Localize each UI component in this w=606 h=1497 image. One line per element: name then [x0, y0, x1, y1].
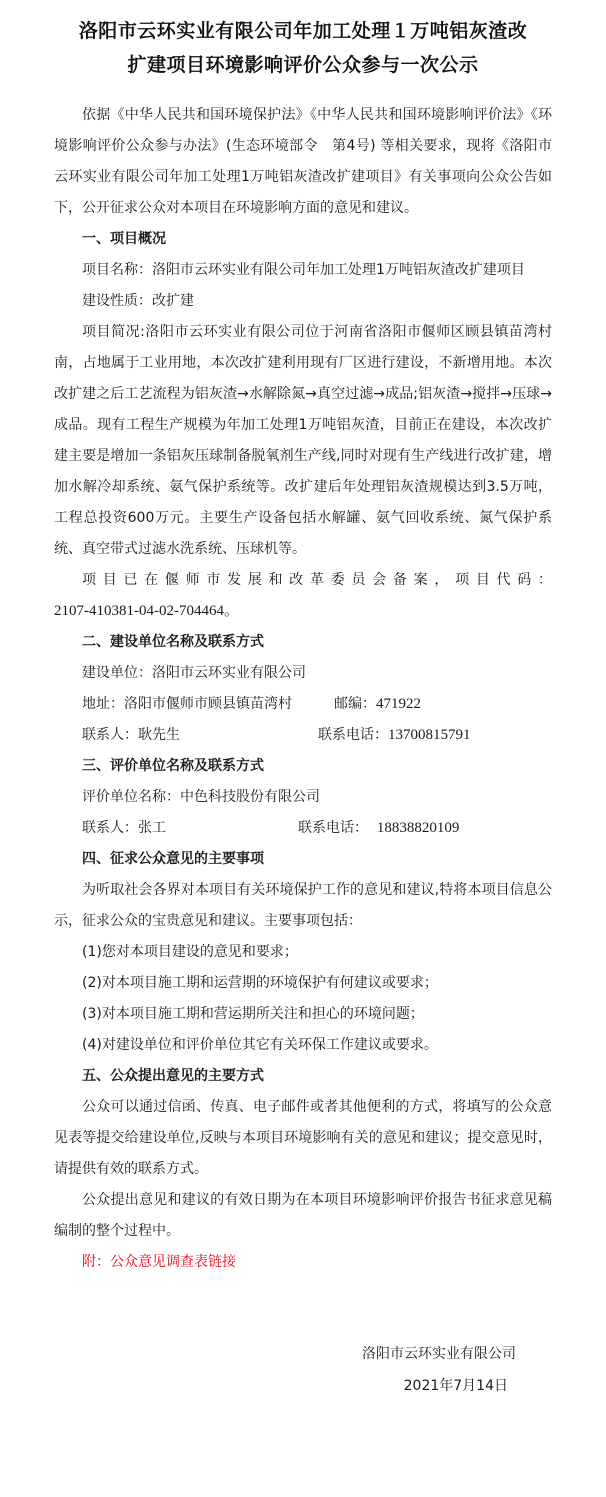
intro-paragraph: 依据《中华人民共和国环境保护法》《中华人民共和国环境影响评价法》《环境影响评价公众参与办法》(生态环境部令 第4号) 等相关要求，现将《洛阳市云环实业有限公司年加工处理1万吨铝灰渣改扩建项目》有关事项向公众公告如下，公开征求公众对本项目在环境影响方面的意见和建议。 — [54, 107, 552, 216]
evaluator-contact-row — [54, 813, 552, 844]
title-line-2: 扩建项目环境影响评价公众参与一次公示 — [127, 54, 479, 76]
section-2-heading: 二、建设单位名称及联系方式 — [82, 634, 264, 650]
evaluator-contact: 联系人：张工 — [82, 820, 166, 836]
project-summary: 项目简况:洛阳市云环实业有限公司位于河南省洛阳市偃师区顾县镇苗湾村南，占地属于工业用地，本次改扩建利用现有厂区进行建设，不新增用地。本次改扩建之后工艺流程为铝灰渣→水解除氮→真空过滤→成品;铝灰渣→搅拌→压球→成品。现有工程生产规模为年加工处理1万吨铝灰渣，目前正在建设，本次改扩建主要是增加一条铝灰压球制备脱氧剂生产线,同时对现有生产线进行改扩建，增加水解冷却系统、氨气保护系统等。改扩建后年处理铝灰渣规模达到3.5万吨，工程总投资600万元。主要生产设备包括水解罐、氨气回收系统、氮气保护系统、真空带式过滤水洗系统、压球机等。 — [54, 324, 552, 557]
notice-body — [54, 100, 552, 1278]
list-item: (2)对本项目施工期和运营期的环境保护有何建议或要求； — [82, 975, 438, 991]
signature-date: 2021年7月14日 — [403, 1378, 508, 1394]
builder-unit: 建设单位：洛阳市云环实业有限公司 — [82, 665, 306, 681]
builder-phone-group — [318, 720, 471, 751]
builder-phone-value: 13700815791 — [388, 727, 471, 743]
section-3-heading: 三、评价单位名称及联系方式 — [82, 758, 264, 774]
project-nature: 建设性质：改扩建 — [82, 293, 194, 309]
project-record-code: 2107-410381-04-02-704464。 — [54, 603, 239, 619]
evaluator-phone-group — [298, 813, 459, 844]
section-1-heading: 一、项目概况 — [82, 231, 166, 247]
signature-block — [362, 1338, 516, 1402]
evaluator-phone-value: 18838820109 — [376, 820, 460, 836]
postcode-label: 邮编： — [334, 696, 376, 712]
postcode-value: 471922 — [376, 696, 421, 712]
list-item: (4)对建设单位和评价单位其它有关环保工作建议或要求。 — [82, 1037, 438, 1053]
section-5-para-2: 公众提出意见和建议的有效日期为在本项目环境影响评价报告书征求意见稿编制的整个过程中。 — [54, 1192, 552, 1239]
project-record-text: 项目已在偃师市发展和改革委员会备案，项目代码： — [82, 572, 552, 588]
builder-contact: 联系人：耿先生 — [82, 727, 180, 743]
list-item: (3)对本项目施工期和营运期所关注和担心的环境问题； — [82, 1006, 424, 1022]
builder-address-row — [54, 689, 552, 720]
survey-form-link[interactable]: 附：公众意见调查表链接 — [82, 1254, 236, 1270]
page-title — [54, 14, 552, 82]
builder-address: 地址：洛阳市偃师市顾县镇苗湾村 — [82, 696, 292, 712]
section-4-intro: 为听取社会各界对本项目有关环境保护工作的意见和建议,特将本项目信息公示，征求公众的宝贵意见和建议。主要事项包括： — [54, 882, 552, 929]
section-4-heading: 四、征求公众意见的主要事项 — [82, 851, 264, 867]
evaluator-unit: 评价单位名称：中色科技股份有限公司 — [82, 789, 320, 805]
title-line-1: 洛阳市云环实业有限公司年加工处理１万吨铝灰渣改 — [78, 20, 528, 42]
evaluator-phone-label: 联系电话： — [298, 820, 368, 836]
signature-company: 洛阳市云环实业有限公司 — [362, 1346, 516, 1362]
builder-phone-label: 联系电话： — [318, 727, 388, 743]
builder-contact-row — [54, 720, 552, 751]
builder-postcode-group — [334, 689, 421, 720]
section-5-para-1: 公众可以通过信函、传真、电子邮件或者其他便利的方式，将填写的公众意见表等提交给建设单位,反映与本项目环境影响有关的意见和建议；提交意见时，请提供有效的联系方式。 — [54, 1099, 552, 1177]
project-name: 项目名称：洛阳市云环实业有限公司年加工处理1万吨铝灰渣改扩建项目 — [82, 262, 525, 278]
section-5-heading: 五、公众提出意见的主要方式 — [82, 1068, 264, 1084]
list-item: (1)您对本项目建设的意见和要求； — [82, 944, 298, 960]
